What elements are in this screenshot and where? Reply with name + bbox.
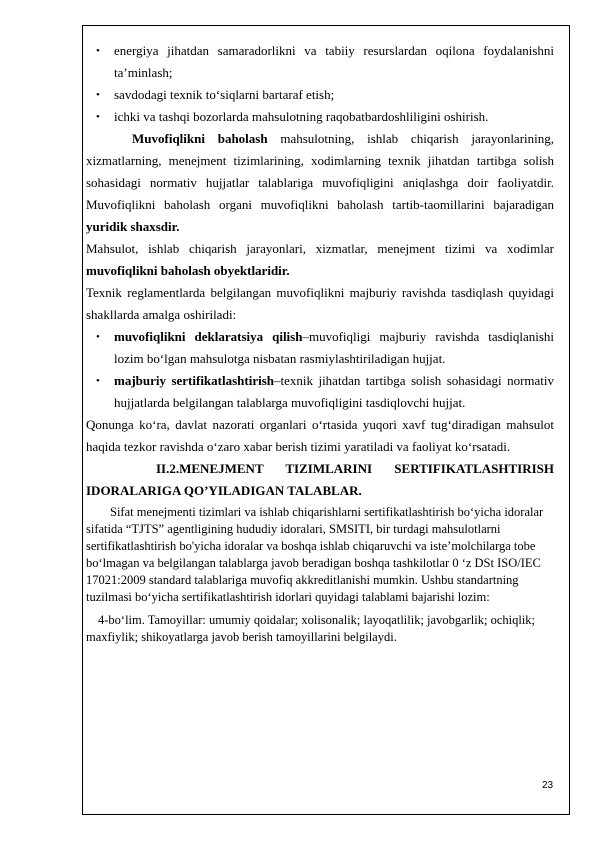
page-number: 23 xyxy=(542,780,554,791)
term-bold: Muvofiqlikni baholash xyxy=(132,131,268,146)
goals-list xyxy=(86,40,554,128)
item-text: –texnik jihatdan tartibga solish sohasidagi normativ hujjatlarda belgilangan talablarga muvofiqligini tasdiqlovchi hujjat. xyxy=(114,373,555,410)
law-paragraph: Qonunga koʻra, davlat nazorati organlari oʻrtasida yuqori xavf tugʻdiradigan mahsulot haqida tezkor ravishda oʻzaro xabar berish tizimi yaratiladi va faoliyat koʻrsatadi. xyxy=(86,417,554,454)
term-bold: majburiy sertifikatlashtirish xyxy=(114,373,275,388)
body-paragraph: Sifat menejmenti tizimlari va ishlab chiqarishlarni sertifikatlashtirish bo‘yicha idoralar sifatida “TJTS” agentligining hududiy idoralari, SMSITI, bir turdagi mahsulotlarni sertifikatlashtirish bo'yicha idoralar va boshqa ishlab chiqaruvchi va iste’molchilarga tobe bo‘lmagan va belgilangan talablarga javob beradigan boshqa tashkilotlar 0 ‘z DSt ISO/IEC 17021:2009 standard talablariga muvofiq akkreditlanishi mumkin. Ushbu standartning tuzilmasi bo‘yicha sertifikatlashtirish idorlari quyidagi talablami bajarishi lozim: xyxy=(86,505,544,604)
page-content xyxy=(86,40,554,646)
list-item: • ichki va tashqi bozorlarda mahsulotning raqobatbardoshliligini oshirish. xyxy=(86,106,554,128)
term-bold: muvofiqlikni deklaratsiya qilish xyxy=(114,329,303,344)
term-bold: yuridik shaxsdir. xyxy=(86,219,180,234)
section-heading: II.2.MENEJMENT TIZIMLARINI SERTIFIKATLASHTIRISH IDORALARIGA QOʼYILADIGAN TALABLAR. xyxy=(86,461,554,498)
term-bold: muvofiqlikni baholash obyektlaridir. xyxy=(86,263,290,278)
forms-paragraph: Texnik reglamentlarda belgilangan muvofiqlikni majburiy ravishda tasdiqlash quyidagi shakllarda amalga oshiriladi: xyxy=(86,285,554,322)
list-item: • savdodagi texnik toʻsiqlarni bartaraf etish; xyxy=(86,84,554,106)
paragraph-text: Mahsulot, ishlab chiqarish jarayonlari, xizmatlar, menejment tizimi va xodimlar xyxy=(86,241,554,256)
list-item xyxy=(86,370,554,414)
list-item: • energiya jihatdan samaradorlikni va tabiiy resurslardan oqilona foydalanishni taʼminlash; xyxy=(86,40,554,84)
item-text: –muvofiqligi majburiy ravishda tasdiqlanishi lozim boʻlgan mahsulotga nisbatan rasmiylashtiriladigan hujjat. xyxy=(114,329,554,366)
paragraph-text: mahsulotning, ishlab chiqarish jarayonlarining, xizmatlarning, menejment tizimlarining, xodimlarning texnik jihatdan tartibga solish sohasidagi normativ hujjatlar talablariga muvofiqligini aniqlashga doir faoliyatdir. Muvofiqlikni baholash organi muvofiqlikni baholash tartib-taomillarini bajaradigan xyxy=(86,131,555,212)
body-paragraph: 4-bo‘lim. Tamoyillar: umumiy qoidalar; xolisonalik; layoqatlilik; javobgarlik; ochiqlik; maxfiylik; shikoyatlarga javob berish tamoyillarini belgilaydi. xyxy=(86,613,536,644)
definition-paragraph xyxy=(86,128,554,238)
forms-list xyxy=(86,326,554,414)
objects-paragraph xyxy=(86,238,554,282)
list-item xyxy=(86,326,554,370)
